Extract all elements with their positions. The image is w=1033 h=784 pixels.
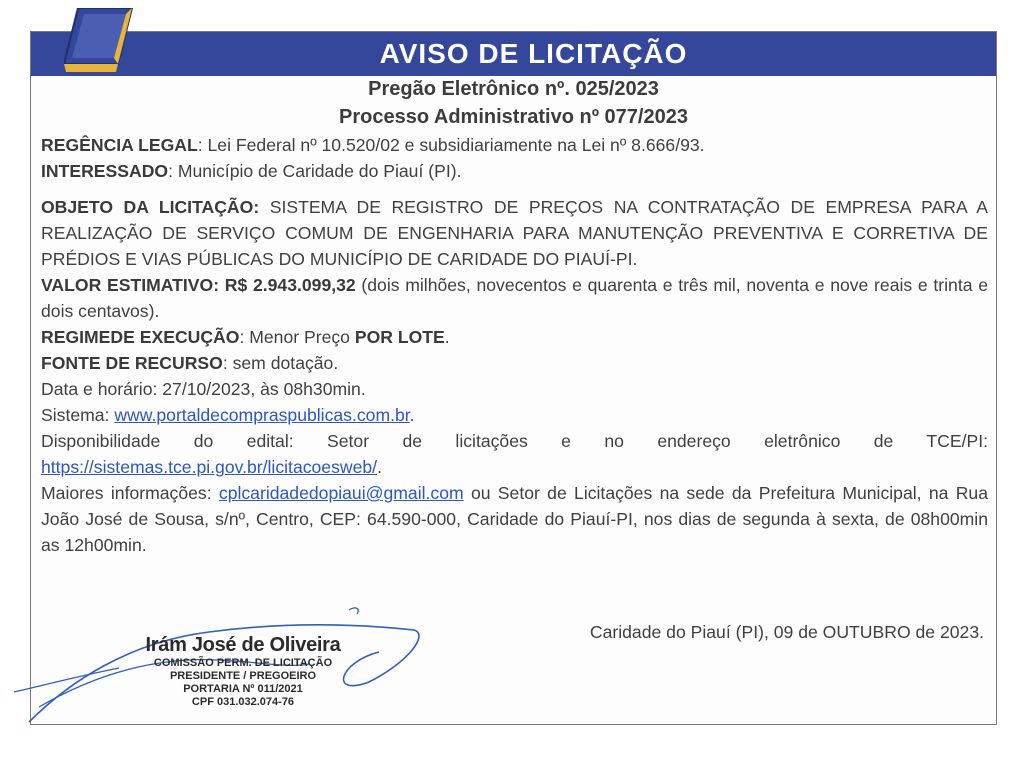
sistema-link[interactable]: www.portaldecompraspublicas.com.br [114,405,410,425]
regime-text: : Menor Preço [239,327,355,347]
regime-paragraph [41,324,988,350]
valor-paragraph [41,272,988,324]
info-label: Maiores informações: [41,483,219,503]
pregao-number: Pregão Eletrônico nº. 025/2023 [368,78,659,100]
place-date: Caridade do Piauí (PI), 09 de OUTUBRO de 2023. [589,622,984,642]
edital-text: Disponibilidade do edital: Setor de licitações e no endereço eletrônico de TCE/PI: [41,431,988,451]
regime-label: REGIMEDE EXECUÇÃO [41,327,240,347]
notice-frame [30,31,997,725]
stamp-line-commission: COMISSÃO PERM. DE LICITAÇÃO [153,657,333,669]
regencia-text: : Lei Federal nº 10.520/02 e subsidiariamente na Lei nº 8.666/93. [197,135,705,155]
edital-link[interactable]: https://sistemas.tce.pi.gov.br/licitacoesweb/ [41,457,378,477]
stamp-line-role: PRESIDENTE / PREGOEIRO [169,670,317,682]
data-paragraph: Data e horário: 27/10/2023, às 08h30min. [41,379,366,399]
fonte-label: FONTE DE RECURSO [41,353,223,373]
sistema-label: Sistema: [41,405,115,425]
info-paragraph [41,480,988,558]
interessado-text: : Município de Caridade do Piauí (PI). [168,161,462,181]
notice-title: AVISO DE LICITAÇÃO [379,38,688,69]
sistema-end: . [409,405,415,425]
interessado-paragraph [41,158,988,184]
title-banner [31,32,996,76]
sistema-paragraph [41,402,988,428]
valor-label: VALOR ESTIMATIVO: R$ 2.943.099,32 [41,275,356,295]
edital-paragraph [41,428,988,480]
valor-text: (dois milhões, novecentos e quarenta e três mil, noventa e nove reais e trinta e dois centavos). [41,275,988,321]
objeto-label: OBJETO DA LICITAÇÃO: [41,197,260,217]
edital-end: . [377,457,382,477]
objeto-text: SISTEMA DE REGISTRO DE PREÇOS NA CONTRATAÇÃO DE EMPRESA PARA A REALIZAÇÃO DE SERVIÇO COMUM DE ENGENHARIA PARA MANUTENÇÃO PREVENTIVA E CORRETIVA DE PRÉDIOS E VIAS PÚBLICAS DO MUNICÍPIO DE CARIDADE DO PIAUÍ-PI. [41,197,989,269]
fonte-paragraph [41,350,988,376]
fonte-text: : sem dotação. [222,353,339,373]
signature-stamp [123,634,363,709]
signer-name: Irám José de Oliveira [145,634,341,656]
municipality-logo-icon [64,8,144,74]
regencia-label: REGÊNCIA LEGAL [41,135,198,155]
regime-bold: POR LOTE [354,327,445,347]
processo-number: Processo Administrativo nº 077/2023 [339,106,688,128]
interessado-label: INTERESSADO [41,161,169,181]
stamp-line-cpf: CPF 031.032.074-76 [191,696,295,708]
regime-end: . [444,327,450,347]
objeto-paragraph [41,194,988,272]
info-text: ou Setor de Licitações na sede da Prefeitura Municipal, na Rua João José de Sousa, s/nº, Centro, CEP: 64.590-000, Caridade do Piauí-PI, nos dias de segunda à sexta, de 08h00min as 12h00min. [41,483,988,555]
notice-body [41,132,988,558]
stamp-line-portaria: PORTARIA Nº 011/2021 [183,683,303,695]
regencia-paragraph [41,132,988,158]
info-email-link[interactable]: cplcaridadedopiaui@gmail.com [218,483,464,503]
